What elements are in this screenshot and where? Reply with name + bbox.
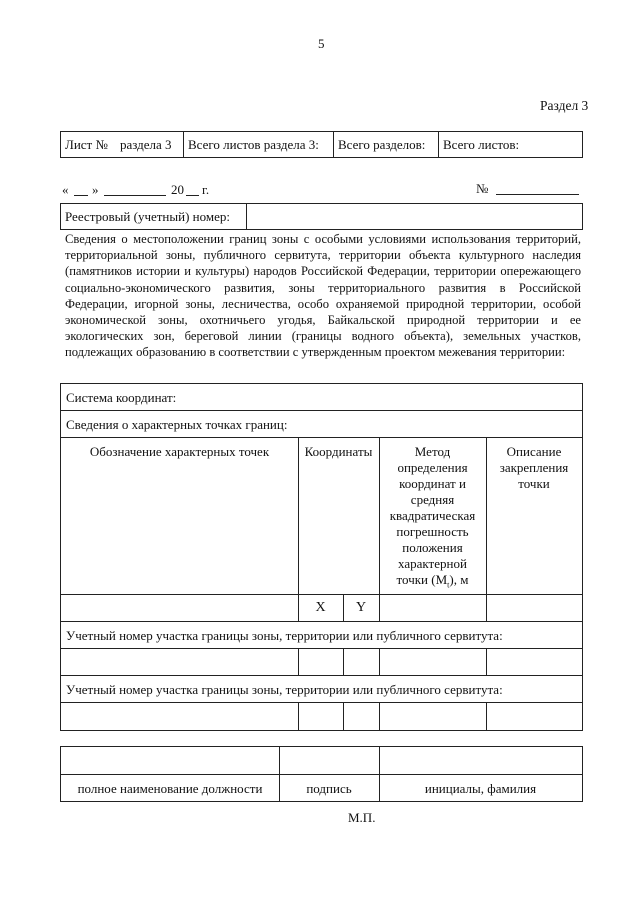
section-label: Раздел 3 bbox=[540, 98, 589, 113]
col-method-header: Метод определения координат и средняя квадратическая погрешность положения характерной точки $(M_t)$, м bbox=[389, 444, 476, 590]
coord-system-label: Система координат: bbox=[66, 390, 177, 405]
sheet-section-label: раздела 3 bbox=[120, 137, 172, 152]
description-paragraph: Сведения о местоположении границ зоны с особыми условиями использования территорий, территориальной зоны, публичного сервитута, территории объекта культурного наследия (памятников истории и культуры) народов Российской Федерации, территории опережающего социально-экономического развития, зоны территориального развития в Российской Федерации, игорной зоны, лесничества, особо охраняемой природной территории, особой экономической зоны, охотничьего угодья, Байкальской природной территории и ее экологических зон, береговой линии (границы водного объекта), земельных участков, подлежащих образованию в соответствии с утвержденным проектом межевания территории: bbox=[65, 232, 581, 360]
account-number-label-1: Учетный номер участка границы зоны, территории или публичного сервитута: bbox=[66, 628, 503, 643]
y-header: Y bbox=[355, 600, 367, 615]
registry-label: Реестровый (учетный) номер: bbox=[65, 209, 230, 224]
total-sections-label: Всего разделов: bbox=[338, 137, 426, 152]
year-suffix: г. bbox=[202, 182, 210, 197]
number-sign: № bbox=[476, 181, 489, 196]
signature-caption: подпись bbox=[306, 781, 352, 796]
page-number: 5 bbox=[318, 36, 325, 51]
total-sheets-section-label: Всего листов раздела 3: bbox=[188, 137, 319, 152]
quote-close: » bbox=[92, 182, 99, 197]
col-coords-header: Координаты bbox=[304, 444, 373, 459]
total-sheets-label: Всего листов: bbox=[443, 137, 520, 152]
x-header: X bbox=[315, 600, 326, 615]
coordinates-table bbox=[60, 383, 583, 731]
year-prefix: 20 bbox=[171, 182, 184, 197]
col-point-header: Обозначение характерных точек bbox=[89, 444, 270, 459]
points-info-label: Сведения о характерных точках границ: bbox=[66, 417, 288, 432]
sheet-label: Лист № bbox=[65, 137, 108, 152]
name-caption: инициалы, фамилия bbox=[424, 781, 537, 796]
quote-open: « bbox=[62, 182, 69, 197]
col-desc-header: Описание закрепления точки bbox=[499, 444, 569, 491]
account-number-label-2: Учетный номер участка границы зоны, территории или публичного сервитута: bbox=[66, 682, 503, 697]
stamp-place: М.П. bbox=[348, 810, 376, 825]
signature-table bbox=[60, 746, 583, 802]
registry-number-table bbox=[60, 203, 583, 230]
position-caption: полное наименование должности bbox=[77, 781, 263, 796]
header-table bbox=[60, 131, 583, 158]
